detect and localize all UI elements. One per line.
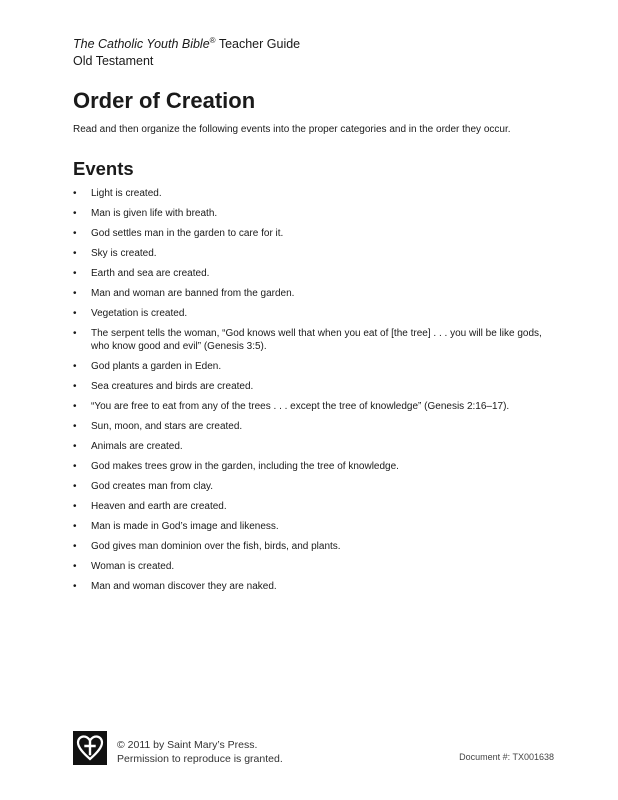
event-item (73, 187, 543, 200)
bullet-icon: • (73, 228, 77, 239)
events-heading: Events (73, 158, 134, 179)
bullet-icon: • (73, 361, 77, 372)
testament-label: Old Testament (73, 54, 154, 68)
event-text: Sea creatures and birds are created. (91, 381, 254, 392)
events-list (73, 187, 543, 600)
event-text: Animals are created. (91, 441, 183, 452)
bullet-icon: • (73, 561, 77, 572)
bullet-icon: • (73, 401, 77, 412)
bullet-icon: • (73, 208, 77, 219)
event-item (73, 580, 543, 593)
document-number: Document #: TX001638 (459, 752, 554, 762)
bullet-icon: • (73, 461, 77, 472)
event-item (73, 420, 543, 433)
event-text: Sky is created. (91, 248, 157, 259)
bullet-icon: • (73, 308, 77, 319)
event-item (73, 287, 543, 300)
event-item (73, 400, 543, 413)
registered-mark: ® (209, 35, 216, 45)
event-item (73, 207, 543, 220)
footer-copyright-block (117, 738, 283, 766)
event-item (73, 380, 543, 393)
event-item (73, 247, 543, 260)
copyright-text: © 2011 by Saint Mary’s Press. (117, 739, 258, 751)
event-text: Sun, moon, and stars are created. (91, 421, 243, 432)
saint-marys-press-logo-icon (73, 731, 107, 765)
event-text: Heaven and earth are created. (91, 501, 227, 512)
event-text: God gives man dominion over the fish, birds, and plants. (91, 541, 341, 552)
event-item (73, 500, 543, 513)
bullet-icon: • (73, 581, 77, 592)
event-item (73, 480, 543, 493)
book-title: The Catholic Youth Bible (73, 37, 210, 51)
event-item (73, 267, 543, 280)
bullet-icon: • (73, 421, 77, 432)
event-text: The serpent tells the woman, “God knows well that when you eat of [the tree] . . . you will be like gods, who know good and evil” (Genesis 3:5). (91, 328, 542, 352)
event-item (73, 307, 543, 320)
event-text: Man and woman discover they are naked. (91, 581, 277, 592)
event-item (73, 540, 543, 553)
bullet-icon: • (73, 328, 77, 339)
bullet-icon: • (73, 268, 77, 279)
bullet-icon: • (73, 381, 77, 392)
event-text: God plants a garden in Eden. (91, 361, 222, 372)
event-item (73, 520, 543, 533)
event-item (73, 560, 543, 573)
bullet-icon: • (73, 481, 77, 492)
bullet-icon: • (73, 541, 77, 552)
event-item (73, 227, 543, 240)
permission-text: Permission to reproduce is granted. (117, 753, 283, 765)
page-title: Order of Creation (73, 88, 256, 113)
event-text: God creates man from clay. (91, 481, 214, 492)
event-text: Vegetation is created. (91, 308, 188, 319)
document-header (73, 36, 300, 70)
event-text: Woman is created. (91, 561, 175, 572)
event-text: “You are free to eat from any of the trees . . . except the tree of knowledge” (Genesis 2:16–17). (91, 401, 510, 412)
bullet-icon: • (73, 441, 77, 452)
event-text: Man and woman are banned from the garden. (91, 288, 295, 299)
event-text: Light is created. (91, 188, 162, 199)
event-text: God settles man in the garden to care for it. (91, 228, 284, 239)
event-text: God makes trees grow in the garden, including the tree of knowledge. (91, 461, 399, 472)
event-item (73, 360, 543, 373)
event-text: Man is given life with breath. (91, 208, 218, 219)
bullet-icon: • (73, 288, 77, 299)
bullet-icon: • (73, 521, 77, 532)
bullet-icon: • (73, 188, 77, 199)
instructions-text: Read and then organize the following events into the proper categories and in the order they occur. (73, 124, 511, 135)
event-item (73, 327, 543, 353)
bullet-icon: • (73, 248, 77, 259)
event-text: Man is made in God’s image and likeness. (91, 521, 279, 532)
guide-label: Teacher Guide (215, 37, 301, 51)
bullet-icon: • (73, 501, 77, 512)
event-text: Earth and sea are created. (91, 268, 210, 279)
event-item (73, 440, 543, 453)
header-line-1 (73, 36, 300, 53)
event-item (73, 460, 543, 473)
